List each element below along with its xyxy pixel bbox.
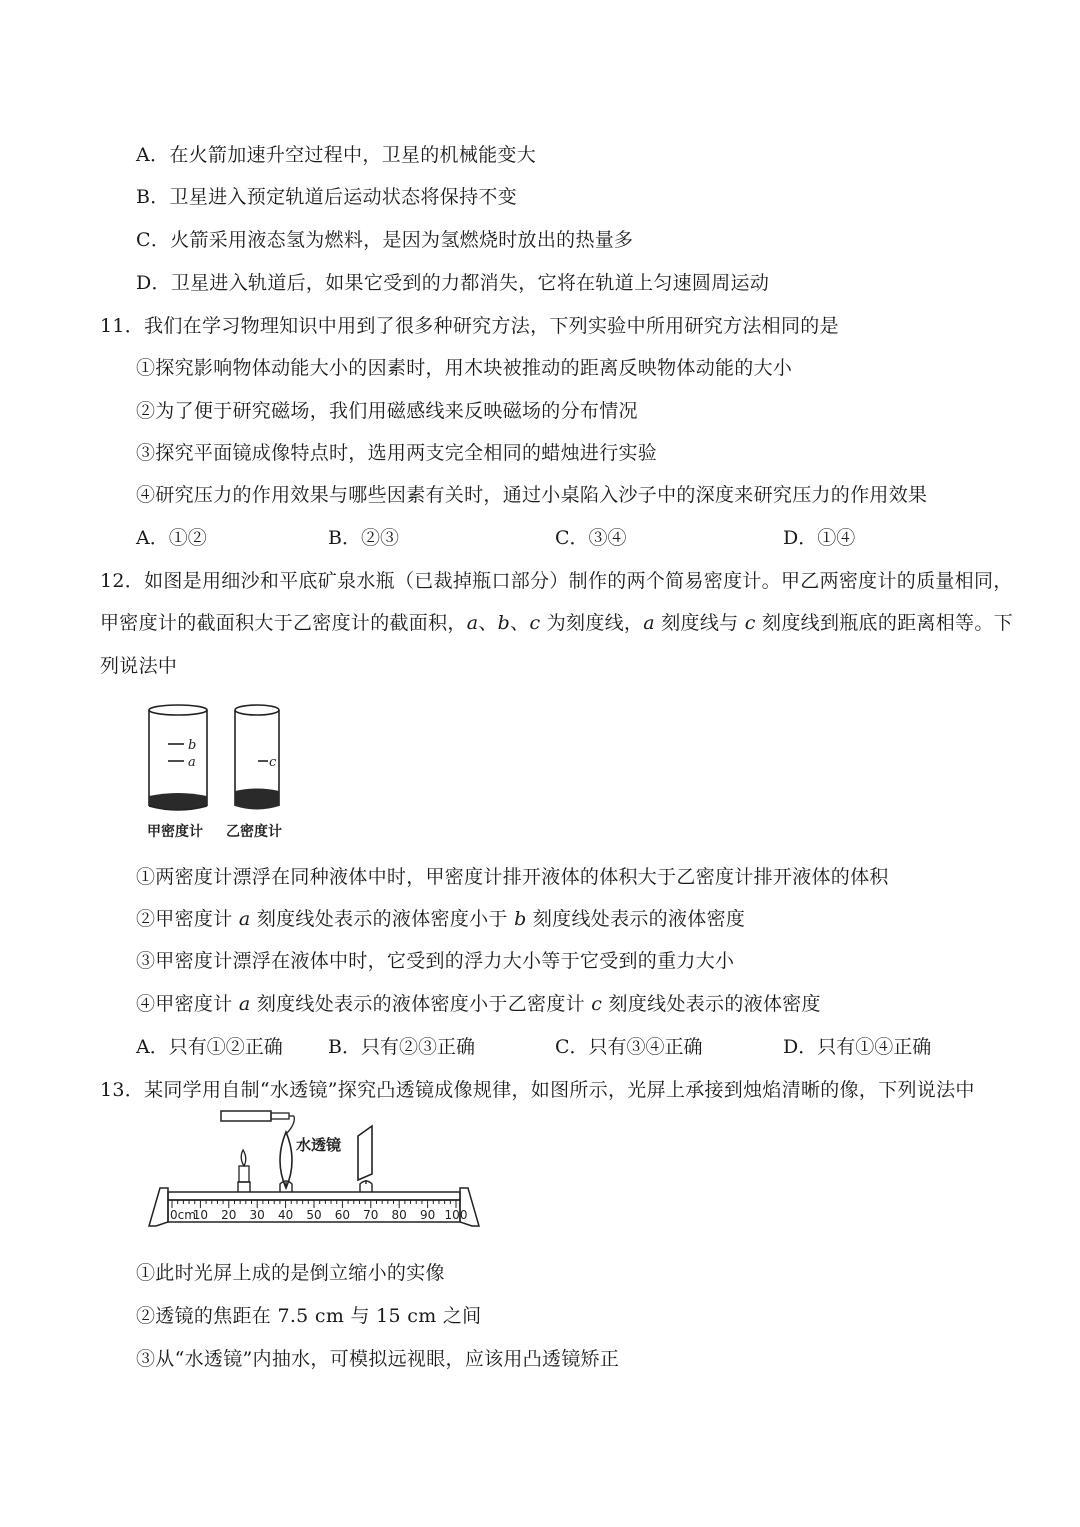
var-a: a [643, 612, 655, 634]
ruler-tick-label: 40 [277, 1208, 294, 1222]
mark-a-label: a [188, 755, 196, 770]
var-c: c [591, 993, 603, 1015]
q11-stem: 11．我们在学习物理知识中用到了很多种研究方法，下列实验中所用研究方法相同的是 [100, 315, 839, 337]
jia-meter-label: 甲密度计 [147, 824, 203, 840]
ruler-tick-label: 100 [444, 1208, 468, 1222]
optical-rail [168, 1192, 460, 1200]
q13-stem: 13．某同学用自制“水透镜”探究凸透镜成像规律，如图所示，光屏上承接到烛焰清晰的像，下列说法中 [100, 1079, 975, 1101]
q11-item-3: ③探究平面镜成像特点时，选用两支完全相同的蜡烛进行实验 [136, 442, 658, 464]
q11-choice-a: A．①② [136, 527, 207, 549]
candle-holder [238, 1182, 250, 1192]
q11-item-2: ②为了便于研究磁场，我们用磁感线来反映磁场的分布情况 [136, 400, 638, 422]
q12-item-text: 刻度线处表示的液体密度 [602, 993, 821, 1015]
q12-stem-text: 、 [510, 612, 530, 634]
q10-option-a: A．在火箭加速升空过程中，卫星的机械能变大 [136, 144, 537, 166]
q11-choice-b: B．②③ [328, 527, 399, 549]
syringe-icon [221, 1111, 294, 1134]
var-b: b [497, 612, 511, 634]
ruler-tick-label: 60 [334, 1208, 351, 1222]
var-c: c [529, 612, 541, 634]
q12-item-1: ①两密度计漂浮在同种液体中时，甲密度计排开液体的体积大于乙密度计排开液体的体积 [136, 866, 889, 888]
q10-option-d: D．卫星进入轨道后，如果它受到的力都消失，它将在轨道上匀速圆周运动 [136, 272, 770, 294]
var-a: a [238, 908, 251, 930]
q10-option-c: C．火箭采用液态氢为燃料，是因为氢燃烧时放出的热量多 [136, 229, 634, 251]
q12-item-text: 刻度线处表示的液体密度小于 [250, 908, 515, 930]
ruler-ticks [172, 1200, 456, 1208]
var-a: a [466, 612, 479, 634]
ruler-tick-label: 90 [419, 1208, 436, 1222]
ruler-tick-label: 0cm [170, 1208, 196, 1222]
mark-b-label: b [188, 738, 197, 753]
ruler-tick-label: 50 [306, 1208, 322, 1222]
q12-item-text: 刻度线处表示的液体密度 [526, 908, 746, 930]
var-c: c [744, 612, 756, 634]
q12-stem-line-2 [100, 608, 1013, 635]
q11-item-1: ①探究影响物体动能大小的因素时，用木块被推动的距离反映物体动能的大小 [136, 357, 793, 379]
mark-c-label: c [269, 755, 277, 770]
jia-density-meter [149, 705, 207, 810]
water-lens-label: 水透镜 [296, 1136, 342, 1154]
q12-stem-line-1: 12．如图是用细沙和平底矿泉水瓶（已裁掉瓶口部分）制作的两个简易密度计。甲乙两密度计的质量相同， [100, 570, 1013, 592]
ruler-tick-label: 30 [249, 1208, 265, 1222]
ruler-tick-label: 20 [221, 1208, 237, 1222]
q12-stem-text: 、 [478, 612, 498, 634]
q12-item-text: ②甲密度计 [136, 908, 239, 930]
q10-option-b: B．卫星进入预定轨道后运动状态将保持不变 [136, 186, 517, 208]
q11-item-4: ④研究压力的作用效果与哪些因素有关时，通过小桌陷入沙子中的深度来研究压力的作用效果 [136, 484, 928, 506]
var-b: b [514, 908, 527, 930]
candle-icon [239, 1150, 249, 1182]
q12-choice-a: A．只有①②正确 [136, 1036, 283, 1058]
q12-stem-text: 为刻度线， [540, 612, 644, 634]
q12-item-text: 刻度线处表示的液体密度小于乙密度计 [250, 993, 592, 1015]
var-a: a [238, 993, 251, 1015]
q12-choice-c: C．只有③④正确 [555, 1036, 703, 1058]
q12-stem-text: 刻度线到瓶底的距离相等。下 [755, 612, 1013, 634]
q11-choice-c: C．③④ [555, 527, 627, 549]
q12-item-text: ④甲密度计 [136, 993, 239, 1015]
q13-item-2: ②透镜的焦距在 7.5 cm 与 15 cm 之间 [136, 1305, 482, 1327]
water-lens-icon [280, 1132, 292, 1188]
q12-stem-text: 甲密度计的截面积大于乙密度计的截面积， [100, 612, 467, 634]
ruler-labels [170, 1208, 467, 1222]
ruler-tick-label: 80 [391, 1208, 407, 1222]
bench-left-foot [149, 1188, 168, 1226]
q12-choice-d: D．只有①④正确 [783, 1036, 932, 1058]
ruler-tick-label: 10 [192, 1208, 209, 1222]
q12-choice-b: B．只有②③正确 [328, 1036, 475, 1058]
q12-item-4 [136, 989, 821, 1016]
light-screen-icon [358, 1126, 372, 1180]
q13-item-3: ③从“水透镜”内抽水，可模拟远视眼，应该用凸透镜矫正 [136, 1348, 620, 1370]
ruler-tick-label: 70 [363, 1208, 379, 1222]
q12-item-2 [136, 904, 745, 931]
yi-meter-label: 乙密度计 [226, 824, 282, 840]
q12-stem-line-3: 列说法中 [100, 655, 178, 677]
q12-item-3: ③甲密度计漂浮在液体中时，它受到的浮力大小等于它受到的重力大小 [136, 950, 735, 972]
optical-bench-figure [146, 1106, 486, 1236]
q11-choice-d: D．①④ [783, 527, 856, 549]
density-meter-figure [140, 698, 300, 844]
q13-item-1: ①此时光屏上成的是倒立缩小的实像 [136, 1262, 445, 1284]
q12-stem-text: 刻度线与 [654, 612, 745, 634]
